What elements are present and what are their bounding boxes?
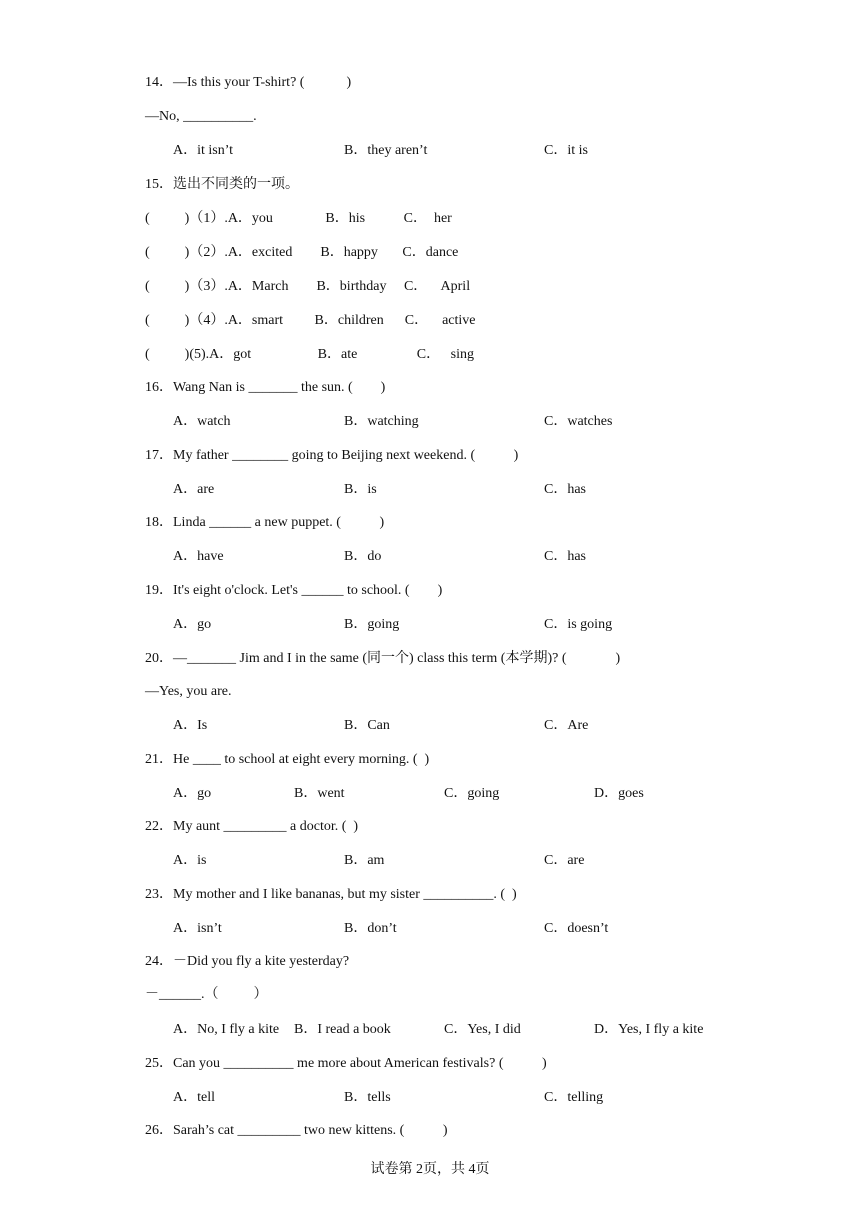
question-22-option-a: A．is <box>173 853 207 868</box>
question-15-row-2: ( )（2）.A．excited B．happy C．dance <box>145 245 459 260</box>
question-14-stem: 14．—Is this your T-shirt? ( ) <box>145 75 352 90</box>
question-24-option-b: B．I read a book <box>294 1022 391 1037</box>
question-15-row-1: ( )（1）.A．you B．his C． her <box>145 211 452 226</box>
question-15-row-5: ( )(5).A．got B．ate C． sing <box>145 347 474 362</box>
question-24-response: －______.（ ） <box>145 987 268 1002</box>
page-footer: 试卷第 2页，共 4页 <box>370 1162 490 1177</box>
question-23-option-c: C．doesn’t <box>544 921 609 936</box>
question-17-option-a: A．are <box>173 482 215 497</box>
question-19-stem: 19．It's eight o'clock. Let's ______ to school. ( ) <box>145 583 443 598</box>
question-21-option-b: B．went <box>294 786 345 801</box>
question-18-option-c: C．has <box>544 549 586 564</box>
question-20-response: —Yes, you are. <box>145 684 232 699</box>
question-18-option-a: A．have <box>173 549 224 564</box>
question-21-option-d: D．goes <box>594 786 644 801</box>
question-25-option-a: A．tell <box>173 1090 215 1105</box>
question-15-stem: 15．选出不同类的一项。 <box>145 177 299 192</box>
question-14-option-a: A．it isn’t <box>173 143 234 158</box>
question-17-option-c: C．has <box>544 482 586 497</box>
question-17-option-b: B．is <box>344 482 377 497</box>
question-24-option-c: C．Yes, I did <box>444 1022 521 1037</box>
question-21-option-c: C．going <box>444 786 500 801</box>
question-14-option-b: B．they aren’t <box>344 143 428 158</box>
question-26-stem: 26．Sarah’s cat _________ two new kittens. ( ) <box>145 1123 448 1138</box>
question-19-option-b: B．going <box>344 617 400 632</box>
question-16-option-c: C．watches <box>544 414 613 429</box>
question-20-option-b: B．Can <box>344 718 390 733</box>
question-19-option-a: A．go <box>173 617 212 632</box>
question-15-row-3: ( )（3）.A．March B．birthday C． April <box>145 279 471 294</box>
question-22-option-c: C．are <box>544 853 585 868</box>
question-25-option-b: B．tells <box>344 1090 391 1105</box>
question-25-option-c: C．telling <box>544 1090 604 1105</box>
question-22-option-b: B．am <box>344 853 385 868</box>
question-21-option-a: A．go <box>173 786 212 801</box>
question-16-option-b: B．watching <box>344 414 419 429</box>
question-24-option-d: D．Yes, I fly a kite <box>594 1022 704 1037</box>
question-15-row-4: ( )（4）.A．smart B．children C． active <box>145 313 476 328</box>
question-19-option-c: C．is going <box>544 617 613 632</box>
question-20-stem: 20．—_______ Jim and I in the same (同一个) class this term (本学期)? ( ) <box>145 651 621 666</box>
question-22-stem: 22．My aunt _________ a doctor. ( ) <box>145 819 359 834</box>
question-18-stem: 18．Linda ______ a new puppet. ( ) <box>145 515 385 530</box>
question-20-option-a: A．Is <box>173 718 208 733</box>
question-23-option-a: A．isn’t <box>173 921 222 936</box>
question-16-option-a: A．watch <box>173 414 231 429</box>
question-25-stem: 25．Can you __________ me more about American festivals? ( ) <box>145 1056 547 1071</box>
question-23-option-b: B．don’t <box>344 921 397 936</box>
question-21-stem: 21．He ____ to school at eight every morning. ( ) <box>145 752 430 767</box>
question-14-option-c: C．it is <box>544 143 588 158</box>
question-24-stem: 24．－Did you fly a kite yesterday? <box>145 954 350 969</box>
question-24-option-a: A．No, I fly a kite <box>173 1022 280 1037</box>
question-16-stem: 16．Wang Nan is _______ the sun. ( ) <box>145 380 386 395</box>
question-20-option-c: C．Are <box>544 718 589 733</box>
question-17-stem: 17．My father ________ going to Beijing next weekend. ( ) <box>145 448 519 463</box>
question-18-option-b: B．do <box>344 549 382 564</box>
question-23-stem: 23．My mother and I like bananas, but my sister __________. ( ) <box>145 887 517 902</box>
question-14-response: —No, __________. <box>145 109 257 124</box>
